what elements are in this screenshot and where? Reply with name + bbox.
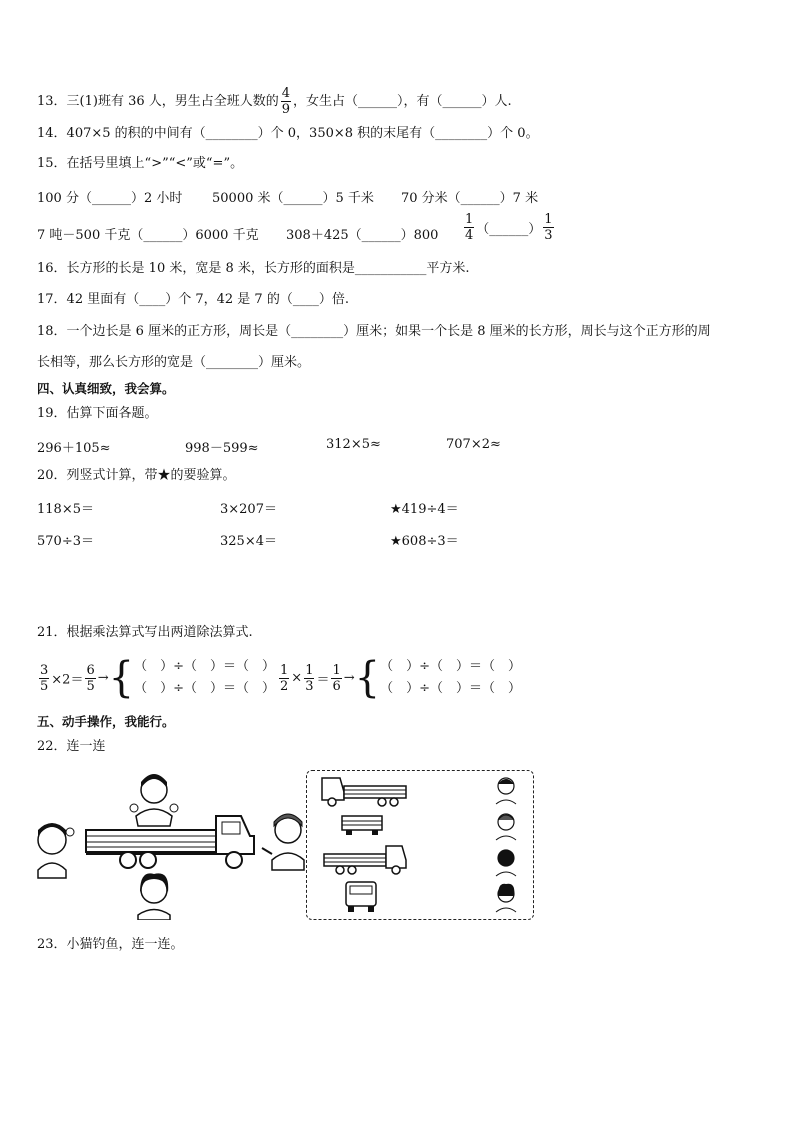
- question-19-title: 19．估算下面各题。: [37, 406, 158, 421]
- q19-item-1: 296＋105≈: [37, 441, 111, 456]
- question-20-title: 20．列竖式计算，带★的要验算。: [37, 468, 236, 483]
- question-17: 17．42 里面有（____）个 7，42 是 7 的（____）倍.: [37, 292, 349, 307]
- question-14: 14．407×5 的积的中间有（________）个 0，350×8 积的末尾有（________）个 0。: [37, 126, 539, 141]
- q20-item-2: 3×207＝: [220, 502, 277, 517]
- truck-view-side-right: [324, 846, 406, 874]
- q13-text-1: 13．三(1)班有 36 人，男生占全班人数的: [37, 94, 279, 109]
- q20-item-1: 118×5＝: [37, 502, 94, 517]
- q15-item-4: 7 吨－500 千克（______）6000 千克: [37, 228, 259, 243]
- q13-fraction: $\frac{4}{9}$: [281, 86, 291, 117]
- q22-views-illustration: [306, 770, 534, 920]
- q15-fraction-left: $\frac{1}{4}$: [465, 212, 474, 243]
- truck-view-side-left: [322, 778, 406, 806]
- boy-left-figure: [38, 823, 74, 878]
- question-18-line-2: 长相等，那么长方形的宽是（________）厘米。: [37, 355, 311, 370]
- q15-item-1: 100 分（______）2 小时: [37, 191, 183, 206]
- q19-item-2: 998－599≈: [185, 441, 259, 456]
- q13-text-2: ，女生占（______），有（______）人.: [293, 94, 512, 109]
- q19-item-3: 312×5≈: [326, 437, 381, 452]
- girl-top-figure: [130, 774, 178, 826]
- question-16: 16．长方形的长是 10 米，宽是 8 米，长方形的面积是___________平方米.: [37, 261, 470, 276]
- question-23: 23．小猫钓鱼，连一连。: [37, 937, 184, 952]
- q22-scene-illustration: [36, 770, 306, 920]
- boy-right-figure: [262, 814, 304, 870]
- section-4-heading: 四、认真细致，我会算。: [37, 381, 175, 396]
- brace-icon: {: [108, 653, 135, 703]
- question-13: [37, 86, 512, 117]
- truck-view-front: [346, 882, 376, 912]
- brace-icon: {: [354, 653, 381, 703]
- view-child-2: [496, 814, 516, 840]
- girl-bottom-figure: [138, 873, 170, 920]
- question-22-title: 22．连一连: [37, 739, 106, 754]
- q20-item-3: ★419÷4＝: [390, 502, 459, 517]
- q21-equation-1: $\frac{3}{5}$ ×2＝ $\frac{6}{5}$ →{ （ ）÷（ ）＝（ ） （ ）÷（ ）＝（ ）: [40, 653, 275, 703]
- q15-fraction-right: $\frac{1}{3}$: [544, 212, 553, 243]
- q19-item-4: 707×2≈: [446, 437, 501, 452]
- view-child-1: [496, 778, 516, 804]
- q15-item-3: 70 分米（______）7 米: [401, 191, 539, 206]
- view-child-4: [496, 884, 516, 912]
- question-15-title: 15．在括号里填上“>”“<”或“=”。: [37, 156, 244, 171]
- section-5-heading: 五、动手操作，我能行。: [37, 714, 175, 729]
- q20-item-4: 570÷3＝: [37, 534, 94, 549]
- q20-item-5: 325×4＝: [220, 534, 277, 549]
- view-child-3: [496, 850, 516, 876]
- question-18-line-1: 18．一个边长是 6 厘米的正方形，周长是（________）厘米；如果一个长是 8 厘米的长方形，周长与这个正方形的周: [37, 324, 711, 339]
- q21-equation-2: $\frac{1}{2}$ × $\frac{1}{3}$ ＝ $\frac{1}{6}$ →{ （ ）÷（ ）＝（ ） （ ）÷（ ）＝（ ）: [280, 653, 522, 703]
- q15-item-2: 50000 米（______）5 千米: [212, 191, 374, 206]
- q20-item-6: ★608÷3＝: [390, 534, 459, 549]
- question-21-title: 21．根据乘法算式写出两道除法算式.: [37, 625, 253, 640]
- truck-view-rear: [342, 816, 382, 835]
- q15-item-6: $\frac{1}{4}$ （______） $\frac{1}{3}$: [465, 212, 553, 243]
- q15-item-5: 308＋425（______）800: [286, 228, 439, 243]
